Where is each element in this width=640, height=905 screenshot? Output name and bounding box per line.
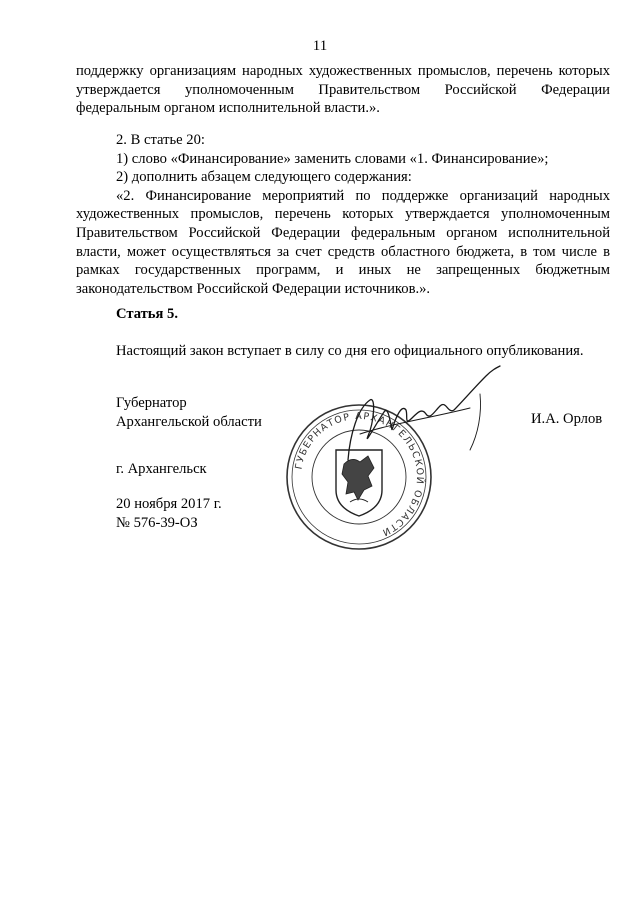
handwritten-signature-icon [330,364,510,474]
article-5-text: Настоящий закон вступает в силу со дня его официального опубликования. [116,343,584,359]
seal-text: ГУБЕРНАТОР АРХАНГЕЛЬСКОЙ ОБЛАСТИ [293,410,426,539]
date-and-number [116,495,222,532]
item-2-sub2: 2) дополнить абзацем следующего содержания: [116,169,412,186]
signing-date: 20 ноября 2017 г. [116,496,222,512]
item-2-quote: «2. Финансирование мероприятий по поддержке организаций народных художественных промыслов, перечень которых утверждается уполномоченным Правительством Российской Федерации федеральным органом исполнительной власти, может осуществляться за счет средств областного бюджета, в том числе в рамках государственных программ, и иных не запрещенных бюджетным законодательством Российской Федерации источников.». [76,187,610,297]
continuation-text: поддержку организациям народных художественных промыслов, перечень которых утверждается уполномоченным Правительством Российской Федерации федеральным органом исполнительной власти.». [76,63,610,117]
continuation-paragraph [76,62,610,118]
signatory-name: И.А. Орлов [531,411,603,427]
item-2-heading: 2. В статье 20: [116,132,205,148]
position-line-2: Архангельской области [116,413,262,430]
place-of-signing: г. Архангельск [116,461,207,477]
law-number: № 576-39-ОЗ [116,514,198,531]
item-2-block [76,131,610,298]
article-5-title: Статья 5. [116,306,178,322]
article-5-text-block [76,342,610,361]
article-5-title-block [76,305,610,324]
position-line-1: Губернатор [116,395,187,411]
item-2-sub1: 1) слово «Финансирование» заменить словами «1. Финансирование»; [116,150,549,167]
page-number: 11 [312,38,328,54]
signatory-position [116,394,262,431]
